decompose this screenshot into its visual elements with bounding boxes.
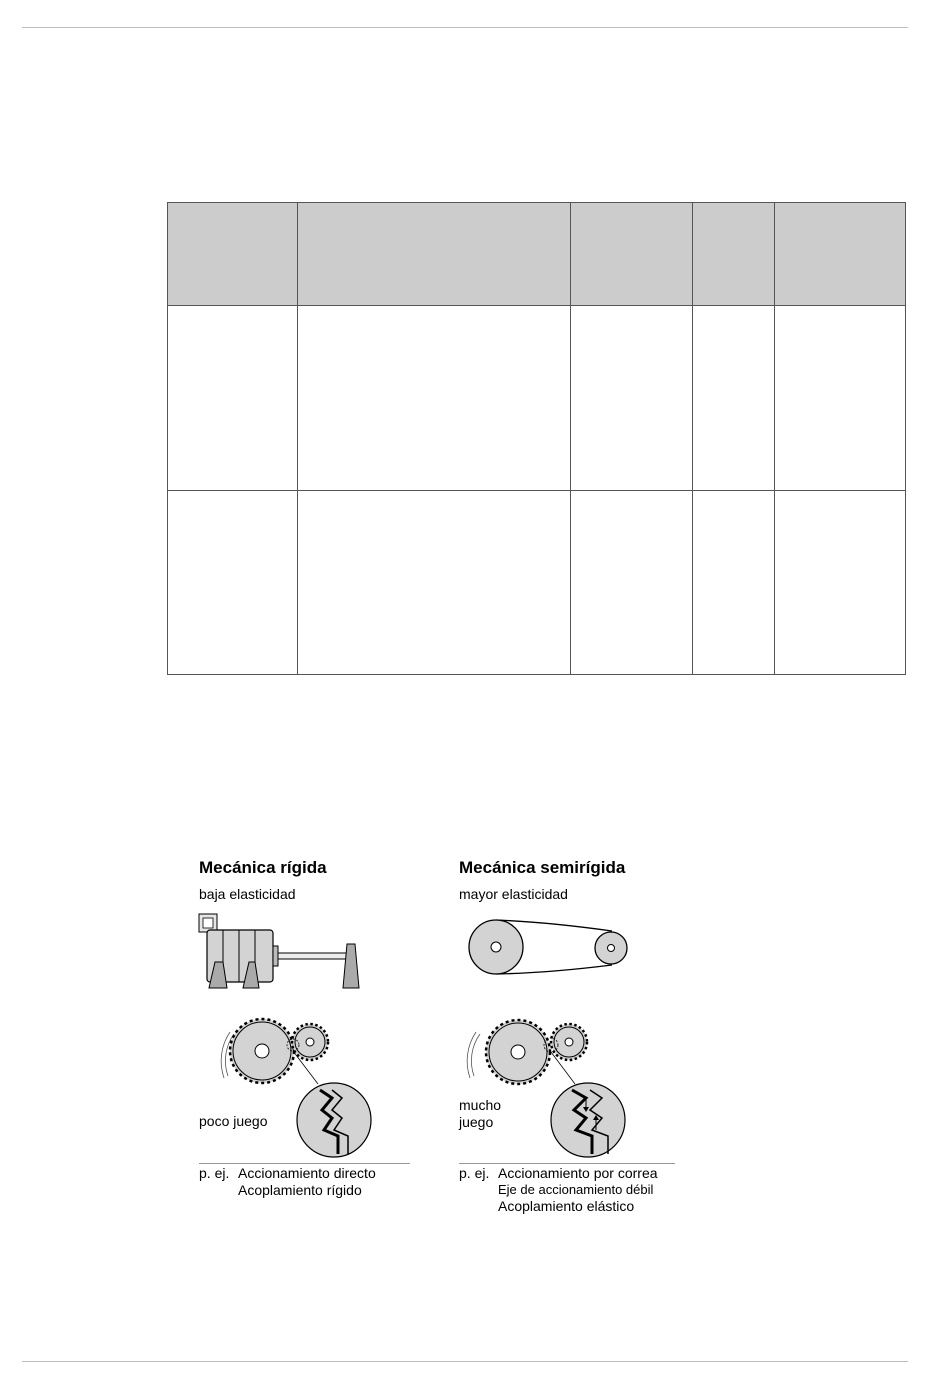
table-header-cell	[298, 203, 571, 306]
rigid-title: Mecánica rígida	[199, 858, 327, 877]
table-cell	[168, 491, 298, 674]
semirigid-title: Mecánica semirígida	[459, 858, 626, 877]
high-backlash-gear-illustration	[462, 1014, 627, 1159]
table-cell	[571, 491, 693, 674]
bottom-rule	[22, 1361, 908, 1362]
table-header-cell	[693, 203, 775, 306]
belt-drive-illustration	[468, 918, 633, 980]
table-cell	[693, 306, 775, 491]
rigid-caption-rule	[199, 1163, 410, 1164]
rigid-example-1: Accionamiento directo	[238, 1165, 376, 1181]
rigid-subtitle: baja elasticidad	[199, 886, 296, 902]
table-cell	[168, 306, 298, 491]
rigid-example-prefix: p. ej.	[199, 1165, 230, 1181]
empty-table	[167, 202, 906, 675]
rigid-example-2: Acoplamiento rígido	[238, 1181, 362, 1198]
motor-direct-drive-illustration	[195, 910, 365, 992]
table-header-cell	[571, 203, 693, 306]
semirigid-example-3: Acoplamiento elástico	[498, 1198, 635, 1214]
table-cell	[298, 306, 571, 491]
low-backlash-label: poco juego	[199, 1113, 268, 1129]
high-backlash-label-line2: juego	[459, 1114, 494, 1130]
low-backlash-gear-illustration	[220, 1014, 380, 1159]
semirigid-example-1: Accionamiento por correa	[498, 1165, 658, 1181]
semirigid-example-2: Eje de accionamiento débil	[498, 1181, 654, 1197]
rigid-caption	[199, 1165, 410, 1201]
high-backlash-label-line1: mucho	[459, 1097, 502, 1113]
table-header-cell	[775, 203, 905, 306]
table-header-cell	[168, 203, 298, 306]
high-backlash-label	[459, 1097, 501, 1131]
semirigid-caption-rule	[459, 1163, 675, 1164]
table-cell	[693, 491, 775, 674]
semirigid-subtitle: mayor elasticidad	[459, 886, 568, 902]
table-cell	[775, 491, 905, 674]
table-cell	[775, 306, 905, 491]
table-cell	[298, 491, 571, 674]
semirigid-caption	[459, 1165, 689, 1217]
top-rule	[22, 27, 908, 28]
semirigid-example-prefix: p. ej.	[459, 1165, 490, 1181]
table-cell	[571, 306, 693, 491]
